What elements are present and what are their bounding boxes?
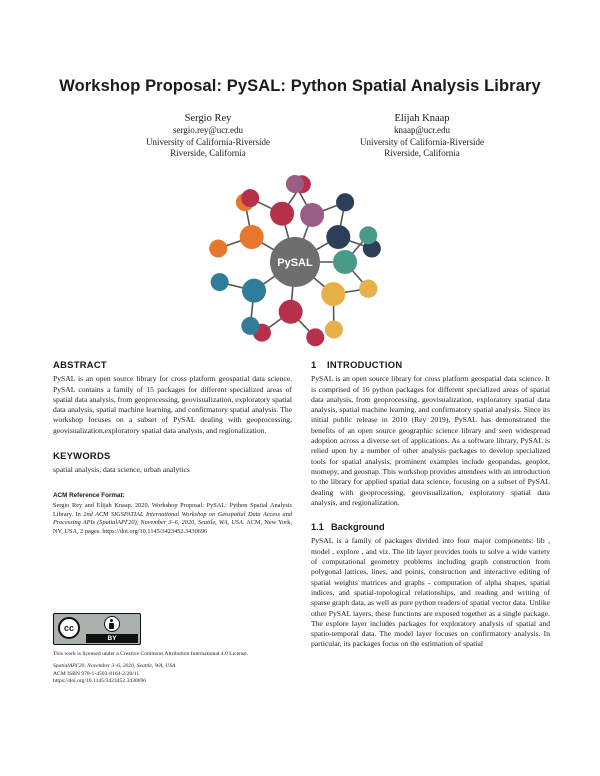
reference-tail: ACM, New York, NY, USA, 2 pages. https://doi.org/10.1145/3423452.3430696 bbox=[53, 519, 292, 535]
background-section bbox=[311, 522, 550, 650]
keywords-section bbox=[53, 451, 292, 476]
background-heading bbox=[311, 522, 550, 532]
introduction-text: PySAL is an open source library for cross platform geospatial data science. It is comprised of 16 python packages for different specialized areas of spatial data analysis, from geoprocessing, geovisualization, exploratory spatial data analysis, spatial machine learning, and confirmatory spatial analysis. Since its initial public release in 2010 (Rey 2019), PySAL has demonstrated the benefits of an open source geographic science library and seen widespread adoption across a diverse set of applications. As a software library, PySAL is relied upon by a number of other analysis packages to develop specialized tools for spatial analysis, prominent examples include geopandas, geoplot, momepy, and geosnap. This workshop provides attendees with an introduction to the library for applied spatial data science, focusing on a subset of PySAL dealing with geoprocessing, geovisualization, exploratory spatial data analysis, and regionalization. bbox=[311, 374, 550, 507]
author-name: Sergio Rey bbox=[184, 113, 232, 124]
logo-node bbox=[286, 175, 304, 193]
cc-icon: cc bbox=[58, 617, 80, 639]
logo-node bbox=[336, 193, 354, 211]
logo-node bbox=[325, 321, 343, 339]
logo-node bbox=[209, 240, 227, 258]
author-name: Elijah Knaap bbox=[394, 113, 450, 124]
logo-node bbox=[306, 328, 324, 346]
author-affiliation: University of California-Riverside bbox=[146, 136, 270, 147]
abstract-heading: ABSTRACT bbox=[53, 359, 107, 370]
section-number: 1 bbox=[311, 359, 317, 370]
logo-node bbox=[241, 317, 259, 335]
logo-node bbox=[359, 226, 377, 244]
right-column bbox=[311, 360, 550, 650]
author-email[interactable]: sergio.rey@ucr.edu bbox=[172, 125, 244, 135]
pub-venue: SpatialAPI'20, November 3–6, 2020, Seattle, WA, USA bbox=[53, 663, 176, 669]
logo-node bbox=[326, 225, 350, 249]
license-text: This work is licensed under a Creative Commons Attribution International 4.0 License. bbox=[53, 651, 248, 657]
subsection-number: 1.1 bbox=[311, 522, 324, 533]
author-affiliation: University of California-Riverside bbox=[360, 136, 484, 147]
section-title: INTRODUCTION bbox=[327, 359, 403, 370]
logo-node bbox=[333, 250, 357, 274]
logo-node bbox=[359, 280, 377, 298]
reference-heading: ACM Reference Format: bbox=[53, 491, 125, 499]
cc-by-badge[interactable] bbox=[53, 613, 141, 645]
publication-info bbox=[53, 663, 293, 686]
author-email[interactable]: knaap@ucr.edu bbox=[393, 125, 451, 135]
attribution-person-icon bbox=[104, 616, 120, 632]
paper-title: Workshop Proposal: PySAL: Python Spatial Analysis Library bbox=[59, 77, 541, 95]
pub-isbn: ACM ISBN 978-1-4503-8164-2/20/11 bbox=[53, 670, 140, 677]
logo-node bbox=[211, 273, 229, 291]
author-block-2 bbox=[322, 112, 522, 160]
introduction-section bbox=[311, 360, 550, 508]
pysal-logo bbox=[170, 168, 430, 348]
logo-node bbox=[242, 279, 266, 303]
author-location: Riverside, California bbox=[170, 148, 246, 158]
abstract-section bbox=[53, 360, 292, 436]
reference-lead: Sergio Rey and Elijah Knaap. 2020. Workshop Proposal: PySAL: Python Spatial Analysis Library. In bbox=[53, 501, 292, 518]
logo-node bbox=[240, 225, 264, 249]
introduction-heading bbox=[311, 360, 550, 370]
logo-node bbox=[270, 202, 294, 226]
logo-node bbox=[241, 189, 259, 207]
abstract-text: PySAL is an open source library for cross platform geospatial data science. PySAL contains a family of 15 packages for different specialized areas of spatial data analysis, from geoprocessing, geovisualization, exploratory spatial data analysis, spatial machine learning, and confirmatory spatial analysis. The workshop focuses on a subset of PySAL dealing with geoprocessing, geovisualization,exploratory spatial data analysis, and regionalization. bbox=[53, 374, 292, 435]
logo-node bbox=[279, 300, 303, 324]
subsection-title: Background bbox=[331, 522, 385, 533]
left-column bbox=[53, 360, 292, 536]
keywords-text: spatial analysis, data science, urban analytics bbox=[53, 465, 190, 475]
author-block-1 bbox=[108, 112, 308, 160]
reference-text bbox=[53, 502, 292, 536]
keywords-heading: KEYWORDS bbox=[53, 450, 111, 462]
pub-doi[interactable]: https://doi.org/10.1145/3423452.3430696 bbox=[53, 678, 147, 684]
background-text: PySAL is a family of packages divided into four major components: lib , model , explore , and viz. The lib layer provides tools to solve a wide variety of computational geometry problems including graph construction from polygonal lattices, lines, and points, construction and interactive editing of spatial weights matrices and graphs - computation of alpha shapes, spatial indices, and spatial-topological relationships, and reading and writing of sparse graph data, as well as pure python readers of spatial vector data. Unlike other PySAL layers, these functions are exposed together as a single package. The explore layer includes packages for exploratory analysis of spatial and spatio-temporal data. The model layer focuses on confirmatory analysis. In particular, its packages focus on the estimation of spatial bbox=[311, 536, 550, 649]
logo-node bbox=[300, 203, 324, 227]
reference-section bbox=[53, 491, 292, 537]
author-location: Riverside, California bbox=[384, 148, 460, 158]
logo-label: PySAL bbox=[277, 257, 313, 269]
by-label: BY bbox=[86, 634, 138, 643]
reference-venue: 2nd ACM SIGSPATIAL International Workshop on Geospatial Data Access and Processing APIs (SpatialAPI'20), November 3–6, 2020, Seattle, WA, USA. bbox=[53, 510, 292, 527]
logo-node bbox=[321, 282, 345, 306]
